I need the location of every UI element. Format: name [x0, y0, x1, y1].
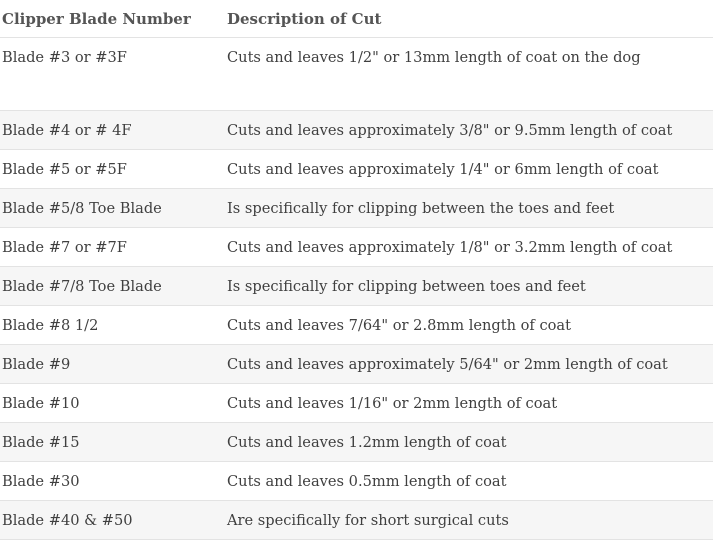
header-blade-number: Clipper Blade Number — [0, 0, 225, 38]
description-cell: Cuts and leaves 1/2" or 13mm length of coat on the dog — [225, 38, 713, 111]
table-row — [0, 189, 713, 228]
blade-cell: Blade #40 & #50 — [0, 501, 225, 540]
blade-cell: Blade #8 1/2 — [0, 306, 225, 345]
description-cell: Cuts and leaves 0.5mm length of coat — [225, 462, 713, 501]
description-cell: Cuts and leaves approximately 3/8" or 9.5mm length of coat — [225, 111, 713, 150]
table-row — [0, 384, 713, 423]
description-cell: Is specifically for clipping between toes and feet — [225, 267, 713, 306]
header-description: Description of Cut — [225, 0, 713, 38]
blade-cell: Blade #15 — [0, 423, 225, 462]
description-cell: Cuts and leaves 1.2mm length of coat — [225, 423, 713, 462]
description-cell: Cuts and leaves approximately 1/8" or 3.2mm length of coat — [225, 228, 713, 267]
description-cell: Cuts and leaves approximately 1/4" or 6mm length of coat — [225, 150, 713, 189]
table-row — [0, 38, 713, 111]
table-row — [0, 501, 713, 540]
table-row — [0, 306, 713, 345]
description-cell: Cuts and leaves approximately 5/64" or 2mm length of coat — [225, 345, 713, 384]
table-row — [0, 462, 713, 501]
blade-cell: Blade #5 or #5F — [0, 150, 225, 189]
description-cell: Cuts and leaves 7/64" or 2.8mm length of coat — [225, 306, 713, 345]
table-row — [0, 423, 713, 462]
blade-cell: Blade #4 or # 4F — [0, 111, 225, 150]
blade-cell: Blade #10 — [0, 384, 225, 423]
table-row — [0, 111, 713, 150]
blade-cell: Blade #3 or #3F — [0, 38, 225, 111]
blade-cell: Blade #9 — [0, 345, 225, 384]
description-cell: Are specifically for short surgical cuts — [225, 501, 713, 540]
blade-cell: Blade #5/8 Toe Blade — [0, 189, 225, 228]
table-header-row — [0, 0, 713, 38]
blade-cell: Blade #7/8 Toe Blade — [0, 267, 225, 306]
blade-cell: Blade #7 or #7F — [0, 228, 225, 267]
table-row — [0, 150, 713, 189]
table-row — [0, 228, 713, 267]
blade-cell: Blade #30 — [0, 462, 225, 501]
table-row — [0, 267, 713, 306]
description-cell: Is specifically for clipping between the toes and feet — [225, 189, 713, 228]
table-row — [0, 345, 713, 384]
description-cell: Cuts and leaves 1/16" or 2mm length of coat — [225, 384, 713, 423]
